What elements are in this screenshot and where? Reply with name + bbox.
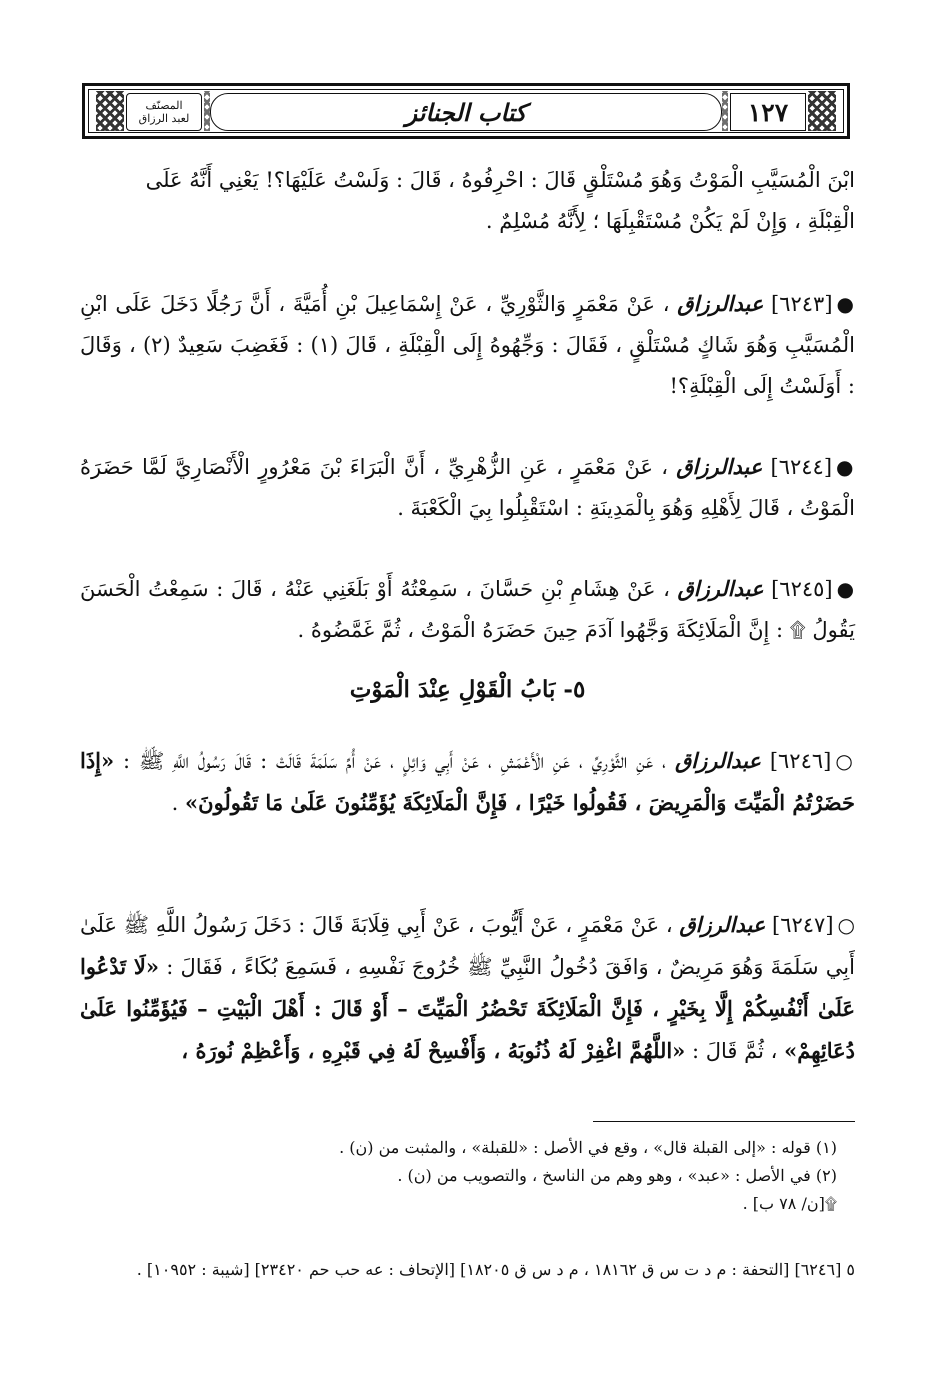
hadith-6247: ○[٦٢٤٧] عبدالرزاق ، عَنْ مَعْمَرٍ ، عَنْ أَيُّوبَ ، عَنْ أَبِي قِلَابَةَ قَالَ : دَخَلَ رَسُولُ اللَّهِ ﷺ عَلَىٰ أَبِي سَلَمَةَ وَهُوَ مَرِيضٌ ، وَافَقَ دُخُولُ النَّبِيِّ ﷺ خُرُوجَ نَفْسِهِ ، فَسَمِعَ بُكَاءً ، فَقَالَ : «لَا تَدْعُوا عَلَىٰ أَنْفُسِكُمْ إِلَّا بِخَيْرٍ ، فَإِنَّ الْمَلَائِكَةَ تَحْضُرُ الْمَيِّتَ – أَوْ قَالَ : أَهْلَ الْبَيْتِ – فَيُؤَمِّنُوا عَلَىٰ دُعَائِهِمْ» ، ثُمَّ قَالَ : «اللَّهُمَّ اغْفِرْ لَهُ ذُنُوبَهُ ، وَأَفْسِحْ لَهُ فِي قَبْرِهِ ، وَأَعْظِمْ نُورَهُ ، xyxy=(80,912,856,1063)
hadith-6243 xyxy=(80,283,855,407)
hadith-text: ، عَنِ الثَّوْرِيِّ ، عَنِ الْأَعْمَشِ ، عَنْ أَبِي وَائِلٍ ، عَنْ أُمِّ سَلَمَةَ قَالَتْ : قَالَ رَسُولُ اللَّهِ ﷺ : xyxy=(123,749,667,773)
prophetic-saying: «إِذَا حَضَرْتُمُ الْمَيِّتَ وَالْمَرِيضَ ، فَقُولُوا خَيْرًا ، فَإِنَّ الْمَلَائِكَةَ يُؤَمِّنُونَ عَلَىٰ مَا تَقُولُونَ» xyxy=(80,748,855,815)
ornament-right xyxy=(808,91,836,131)
footnote-1: (١) قوله : «إلى القبلة قال» ، وقع في الأصل : «للقبلة» ، والمثبت من (ن) . xyxy=(339,1138,837,1157)
takhrij-references: ٥ [٦٢٤٦] [التحفة : م د ت س ق ١٨١٦٢ ، م د س ق ١٨٢٠٥] [الإتحاف : عه حب حم ٢٣٤٢٠] [شيبة : ١٠٩٥٢] . xyxy=(136,1260,855,1279)
page-number: ١٢٧ xyxy=(730,93,806,131)
bullet-icon: ● xyxy=(836,455,856,479)
narrator-name: عبدالرزاق xyxy=(677,576,764,601)
narrator-name: عبدالرزاق xyxy=(679,912,766,937)
hadith-text: ، عَنْ مَعْمَرٍ ، عَنِ الزُّهْرِيِّ ، أَنَّ الْبَرَاءَ بْنَ مَعْرُورٍ الْأَنْصَارِيَّ لَمَّا حَضَرَهُ الْمَوْتُ ، قَالَ لِأَهْلِهِ وَهُوَ بِالْمَدِينَةِ : اسْتَقْبِلُوا بِيَ الْكَعْبَةَ . xyxy=(80,455,855,520)
circle-marker-icon: ○ xyxy=(835,749,855,773)
prophetic-supplication: «اللَّهُمَّ اغْفِرْ لَهُ ذُنُوبَهُ ، وَأَفْسِحْ لَهُ فِي قَبْرِهِ ، وَأَعْظِمْ نُورَهُ ، xyxy=(181,1038,686,1063)
circle-marker-icon: ○ xyxy=(837,913,856,937)
hadith-number: [٦٢٤٥] xyxy=(771,577,833,601)
ornament-left xyxy=(96,91,124,131)
hadith-6246: ○[٦٢٤٦] عبدالرزاق ، عَنِ الثَّوْرِيِّ ، عَنِ الْأَعْمَشِ ، عَنْ أَبِي وَائِلٍ ، عَنْ أُمِّ سَلَمَةَ قَالَتْ : قَالَ رَسُولُ اللَّهِ ﷺ : «إِذَا حَضَرْتُمُ الْمَيِّتَ وَالْمَرِيضَ ، فَقُولُوا خَيْرًا ، فَإِنَّ الْمَلَائِكَةَ يُؤَمِّنُونَ عَلَىٰ مَا تَقُولُونَ» . xyxy=(80,748,855,815)
hadith-number: [٦٢٤٦] xyxy=(769,749,832,773)
prophetic-saying: «لَا تَدْعُوا عَلَىٰ أَنْفُسِكُمْ إِلَّا بِخَيْرٍ ، فَإِنَّ الْمَلَائِكَةَ تَحْضُرُ الْمَيِّتَ – أَوْ قَالَ : أَهْلَ الْبَيْتِ – فَيُؤَمِّنُوا عَلَىٰ دُعَائِهِمْ» xyxy=(80,954,855,1063)
narrator-name: عبدالرزاق xyxy=(674,748,761,773)
chapter-title-cartouche xyxy=(210,93,722,131)
hadith-number: [٦٢٤٣] xyxy=(770,292,833,316)
hadith-6244 xyxy=(80,446,855,529)
bullet-icon: ● xyxy=(836,292,855,316)
chapter-heading: ٥- بَابُ الْقَوْلِ عِنْدَ الْمَوْتِ xyxy=(349,676,586,703)
hadith-text: ، عَنْ مَعْمَرٍ ، عَنْ أَيُّوبَ ، عَنْ أَبِي قِلَابَةَ قَالَ : دَخَلَ رَسُولُ اللَّهِ ﷺ عَلَىٰ أَبِي سَلَمَةَ وَهُوَ مَرِيضٌ ، وَافَقَ دُخُولُ النَّبِيِّ ﷺ خُرُوجَ نَفْسِهِ ، فَسَمِعَ بُكَاءً ، فَقَالَ : xyxy=(80,913,855,979)
page-header xyxy=(82,83,850,139)
hadith-text: ، عَنْ هِشَامِ بْنِ حَسَّانَ ، سَمِعْتُهُ أَوْ بَلَغَنِي عَنْهُ ، قَالَ : سَمِعْتُ الْحَسَنَ يَقُولُ ۩ : إِنَّ الْمَلَائِكَةَ وَجَّهُوا آدَمَ حِينَ حَضَرَهُ الْمَوْتُ ، ثُمَّ غَمَّضُوهُ . xyxy=(80,577,855,642)
footnote-2: (٢) في الأصل : «عبد» ، وهو وهم من الناسخ ، والتصويب من (ن) . xyxy=(397,1166,837,1185)
footnotes xyxy=(80,1134,855,1218)
footnote-divider xyxy=(593,1121,855,1122)
footnote-3: ۩[ن/ ٧٨ ب] . xyxy=(742,1194,837,1213)
hadith-6245 xyxy=(80,568,855,651)
book-seal-logo: المصنّف لعبد الرزاق xyxy=(126,93,202,131)
hadith-number: [٦٢٤٧] xyxy=(772,913,834,937)
hadith-text: ، عَنْ مَعْمَرٍ وَالثَّوْرِيِّ ، عَنْ إِسْمَاعِيلَ بْنِ أُمَيَّةَ ، أَنَّ رَجُلًا دَخَلَ عَلَى ابْنِ الْمُسَيَّبِ وَهُوَ شَاكٍ مُسْتَلْقٍ ، فَقَالَ : وَجِّهُوهُ إِلَى الْقِبْلَةِ ، قَالَ (١) : فَغَضِبَ سَعِيدٌ (٢) ، وَقَالَ : أَوَلَسْتُ إِلَى الْقِبْلَةِ؟! xyxy=(80,292,855,398)
bullet-icon: ● xyxy=(836,577,855,601)
hadith-number: [٦٢٤٤] xyxy=(770,455,833,479)
running-title: كتاب الجنائز xyxy=(405,97,527,127)
narrator-name: عبدالرزاق xyxy=(676,454,763,479)
narrator-name: عبدالرزاق xyxy=(677,291,764,316)
paragraph-continuation: ابْنَ الْمُسَيَّبِ الْمَوْتُ وَهُوَ مُسْتَلْقٍ قَالَ : احْرِفُوهُ ، قَالَ : وَلَسْتُ عَلَيْهَا؟! يَعْنِي أَنَّهُ عَلَى الْقِبْلَةِ ، وَإِنْ لَمْ يَكُنْ مُسْتَقْبِلَهَا ؛ لِأَنَّهُ مُسْلِمٌ . xyxy=(145,168,855,233)
